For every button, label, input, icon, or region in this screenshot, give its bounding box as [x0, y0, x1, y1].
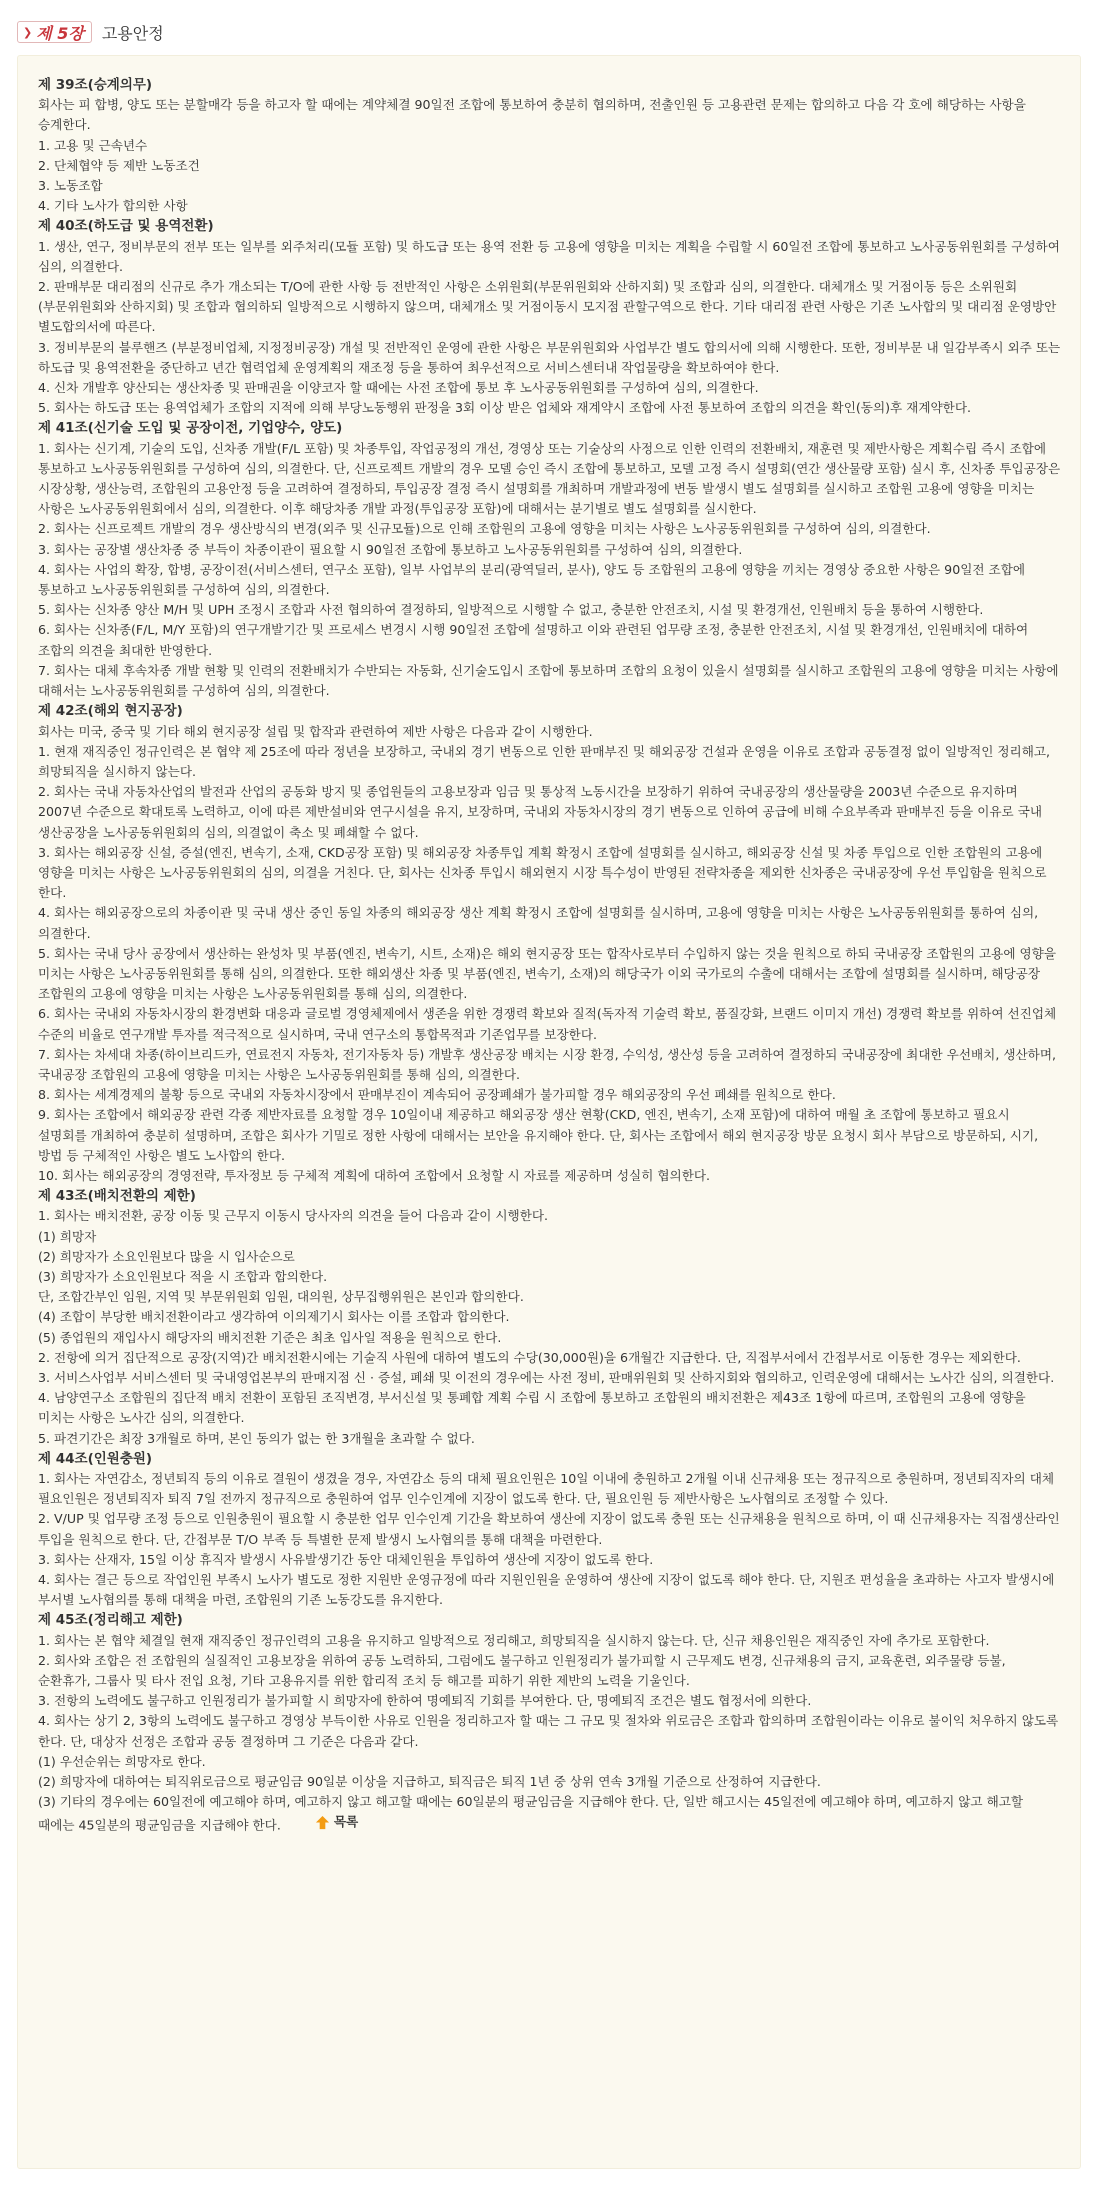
article-section	[38, 1610, 1062, 1836]
clause-text	[38, 1348, 1062, 1368]
clause-line: 4. 회사는 사업의 확장, 합병, 공장이전(서비스센터, 연구소 포함), 일부 사업부의 분리(광역딜러, 분사), 양도 등 조합원의 고용에 영향을 끼치는 경영상 중요한 사항은 90일전 조합에 통보하고 노사공동위원회를 구성하여 심의, 의결한다.	[38, 561, 1026, 598]
clause-text	[38, 1004, 1062, 1044]
clause-text	[38, 1711, 1062, 1751]
clause-line: 10. 회사는 해외공장의 경영전략, 투자정보 등 구체적 계획에 대하여 조합에서 요청할 시 자료를 제공하며 성실히 협의한다.	[38, 1167, 711, 1183]
clause-line: 1. 고용 및 근속년수	[38, 137, 148, 153]
clause-text	[38, 722, 1062, 742]
clause-line: 2. 판매부문 대리점의 신규로 추가 개소되는 T/O에 관한 사항 등 전반적인 사항은 소위원회(부문위원회와 산하지회) 및 조합과 심의, 의결한다. 대체개소 및 거점이동 등은 소위원회(부문위원회와 산하지회) 및 조합과 협의하되 일방적으로 시행하지 않으며, 대체개소 및 거점이동시 모지점 관할구역으로 한다. 기타 대리점 관련 사항은 기존 노사합의 및 대리점 운영방안 별도합의서에 따른다.	[38, 279, 1057, 335]
clause-text	[38, 398, 1062, 418]
clause-line: 3. 정비부문의 블루핸즈 (부분정비업체, 지정정비공장) 개설 및 전반적인 운영에 관한 사항은 부문위원회와 사업부간 별도 합의서에 의해 시행한다. 또한, 정비부문 내 일감부족시 외주 또는 하도급 및 용역전환을 중단하고 년간 협력업체 운영계획의 재조정 등을 통하여 최우선적으로 서비스센터내 작업물량을 확보하여야 한다.	[38, 339, 1061, 375]
clause-text	[38, 1509, 1062, 1549]
clause-text	[38, 1287, 1062, 1307]
clause-line: 2. 회사는 신프로젝트 개발의 경우 생산방식의 변경(외주 및 신규모듈)으로 인해 조합원의 고용에 영향을 미치는 사항은 노사공동위원회를 구성하여 심의, 의결한다.	[38, 521, 931, 537]
clause-line: 6. 회사는 국내외 자동차시장의 환경변화 대응과 글로벌 경영체제에서 생존을 위한 경쟁력 확보와 질적(독자적 기술력 확보, 품질강화, 브랜드 이미지 개선) 경쟁력 확보를 위하여 선진업체 수준의 비율로 연구개발 투자를 적극적으로 실시하며, 국내 연구소의 통합목적과 기존업무를 보장한다.	[38, 1006, 1057, 1042]
clause-line: 8. 회사는 세계경제의 불황 등으로 국내외 자동차시장에서 판매부진이 계속되어 공장폐쇄가 불가피할 경우 해외공장의 우선 폐쇄를 원칙으로 한다.	[38, 1087, 836, 1103]
clause-text	[38, 1550, 1062, 1570]
clause-line: 3. 노동조합	[38, 178, 103, 194]
clause-line: 4. 회사는 결근 등으로 작업인원 부족시 노사가 별도로 정한 지원반 운영규정에 따라 지원인원을 운영하여 생산에 지장이 없도록 해야 한다. 단, 지원조 편성율을 초과하는 사고자 발생시에 부서별 노사협의를 통해 대책을 마련, 조합원의 기존 노동강도를 유지한다.	[38, 1572, 1055, 1608]
clause-text	[38, 1206, 1062, 1226]
clause-line: 7. 회사는 대체 후속차종 개발 현황 및 인력의 전환배치가 수반되는 자동화, 신기술도입시 조합에 통보하며 조합의 요청이 있을시 설명회를 실시하고 조합원의 고용에 영향을 미치는 사항에 대해서는 노사공동위원회를 구성하여 심의, 의결한다.	[38, 662, 1059, 699]
clause-line: (4) 조합이 부당한 배치전환이라고 생각하여 이의제기시 회사는 이를 조합과 합의한다.	[38, 1309, 510, 1325]
clause-text	[38, 1631, 1062, 1651]
clause-line: (3) 희망자가 소요인원보다 적을 시 조합과 합의한다.	[38, 1268, 328, 1284]
clause-text	[38, 176, 1062, 196]
clause-text	[38, 742, 1062, 782]
clause-text	[38, 1792, 1062, 1836]
clause-line: 4. 남양연구소 조합원의 집단적 배치 전환이 포함된 조직변경, 부서신설 및 통폐합 계획 수립 시 조합에 통보하고 조합원의 배치전환은 제43조 1항에 따르며, 조합원의 고용에 영향을 미치는 사항은 노사간 심의, 의결한다.	[38, 1390, 1026, 1426]
clause-text	[38, 378, 1062, 398]
article-section	[38, 1186, 1062, 1449]
clause-text	[38, 1307, 1062, 1327]
clause-line: 4. 신차 개발후 양산되는 생산차종 및 판매권을 이양코자 할 때에는 사전 조합에 통보 후 노사공동위원회를 구성하여 심의, 의결한다.	[38, 380, 759, 396]
clause-line: 4. 기타 노사가 합의한 사항	[38, 198, 188, 214]
clause-text	[38, 661, 1062, 701]
article-title: 제 43조(배치전환의 제한)	[38, 1188, 196, 1205]
clause-text	[38, 1469, 1062, 1509]
clause-line: 3. 회사는 해외공장 신설, 증설(엔진, 변속기, 소재, CKD공장 포함) 및 해외공장 차종투입 계획 확정시 조합에 설명회를 실시하고, 해외공장 신설 및 차종 투입으로 인한 조합원의 고용에 영향을 미치는 사항은 노사공동위원회의 심의, 의결을 거친다. 단, 회사는 신차종 투입시 해외현지 시장 특수성이 반영된 전략차종을 제외한 신차종은 국내공장에 우선 투입함을 원칙으로 한다.	[38, 844, 1047, 901]
clause-line: 1. 회사는 자연감소, 정년퇴직 등의 이유로 결원이 생겼을 경우, 자연감소 등의 대체 필요인원은 10일 이내에 충원하고 2개월 이내 신규채용 또는 정규직으로 충원하며, 정년퇴직자의 대체 필요인원은 정년퇴직자 퇴직 7일 전까지 정규직으로 충원하여 업무 인수인계에 지장이 없도록 한다. 단, 필요인원 등 제반사항은 노사협의로 조정할 수 있다.	[38, 1471, 1055, 1507]
clause-text	[38, 1085, 1062, 1105]
clause-line: 5. 회사는 하도급 또는 용역업체가 조합의 지적에 의해 부당노동행위 판정을 3회 이상 받은 업체와 재계약시 조합에 사전 통보하여 조합의 의견을 확인(동의)후 재계약한다.	[38, 400, 972, 416]
clause-line: 1. 생산, 연구, 정비부문의 전부 또는 일부를 외주처리(모듈 포함) 및 하도급 또는 용역 전환 등 고용에 영향을 미치는 계획을 수립할 시 60일전 조합에 통보하고 노사공동위원회를 구성하여 심의, 의결한다.	[38, 238, 1060, 274]
clause-line: (2) 희망자에 대하여는 퇴직위로금으로 평균임금 90일분 이상을 지급하고, 퇴직금은 퇴직 1년 중 상위 연속 3개월 기준으로 산정하여 지급한다.	[38, 1774, 821, 1790]
clause-text	[38, 1328, 1062, 1348]
clause-line: 단, 조합간부인 임원, 지역 및 부문위원회 임원, 대의원, 상무집행위원은 본인과 합의한다.	[38, 1289, 524, 1305]
clause-text	[38, 1388, 1062, 1428]
clause-text	[38, 1429, 1062, 1449]
clause-text	[38, 1570, 1062, 1610]
clause-line: 3. 회사는 공장별 생산차종 중 부득이 차종이관이 필요할 시 90일전 조합에 통보하고 노사공동위원회를 구성하여 심의, 의결한다.	[38, 541, 743, 557]
up-arrow-icon	[315, 1815, 330, 1830]
clause-line: 1. 회사는 본 협약 체결일 현재 재직중인 정규인력의 고용을 유지하고 일방적으로 정리해고, 희망퇴직을 실시하지 않는다. 단, 신규 채용인원은 재직중인 자에 추가로 포함한다.	[38, 1632, 990, 1648]
clause-text	[38, 439, 1062, 520]
article-title: 제 44조(인원충원)	[38, 1450, 153, 1467]
clause-text	[38, 1368, 1062, 1388]
clause-text	[38, 843, 1062, 904]
clause-text	[38, 944, 1062, 1005]
clause-text	[38, 1105, 1062, 1166]
clause-text	[38, 782, 1062, 843]
clause-line: (2) 희망자가 소요인원보다 많을 시 입사순으로	[38, 1248, 295, 1264]
clause-line: 9. 회사는 조합에서 해외공장 관련 각종 제반자료를 요청할 경우 10일이내 제공하고 해외공장 생산 현황(CKD, 엔진, 변속기, 소재 포함)에 대하여 매월 초 조합에 통보하고 필요시 설명회를 개최하여 충분히 설명하며, 조합은 회사가 기밀로 정한 사항에 대해서는 보안을 유지해야 한다. 단, 회사는 조합에서 해외 현지공장 방문 요청시 회사 부담으로 방문하되, 시기, 방법 등 구체적인 사항은 별도 노사합의 한다.	[38, 1107, 1039, 1163]
clause-line: 1. 회사는 신기계, 기술의 도입, 신차종 개발(F/L 포함) 및 차종투입, 작업공정의 개선, 경영상 또는 기술상의 사정으로 인한 인력의 전환배치, 재훈련 및 제반사항은 계획수립 즉시 조합에 통보하고 노사공동위원회를 구성하여 심의, 의결한다. 단, 신프로젝트 개발의 경우 모델 승인 즉시 조합에 통보하고, 모델 고정 즉시 설명회(연간 생산물량 포함) 실시 후, 신차종 투입공장은 시장상황, 생산능력, 조합원의 고용안정 등을 고려하여 결정하되, 투입공장 결정 즉시 설명회를 개최하며 개발과정에 변동 발생시 별도 설명회를 실시하고 조합원 고용에 영향을 미치는 사항은 노사공동위원회에서 심의, 의결한다. 이후 해당차종 개발 과정(투입공장 포함)에 대해서는 분기별로 별도 설명회를 실시한다.	[38, 440, 1061, 517]
clause-line: 2. 회사와 조합은 전 조합원의 실질적인 고용보장을 위하여 공동 노력하되, 그럼에도 불구하고 인원정리가 불가피할 시 근무제도 변경, 신규채용의 금지, 교육훈련, 외주물량 등불, 순환휴가, 그룹사 및 타사 전입 요청, 기타 고용유지를 위한 합리적 조치 등 해고를 피하기 위한 제반의 노력을 기울인다.	[38, 1652, 1006, 1689]
clause-text	[38, 237, 1062, 277]
clause-text	[38, 338, 1062, 378]
clause-line: 3. 전항의 노력에도 불구하고 인원정리가 불가피할 시 희망자에 한하여 명예퇴직 기회를 부여한다. 단, 명예퇴직 조건은 별도 협정서에 의한다.	[38, 1693, 812, 1709]
clause-text	[38, 1247, 1062, 1267]
article-title: 제 42조(해외 현지공장)	[38, 703, 183, 720]
clause-line: (1) 희망자	[38, 1228, 97, 1244]
clause-text	[38, 1045, 1062, 1085]
clause-text	[38, 1267, 1062, 1287]
clause-line: 2. 전항에 의거 집단적으로 공장(지역)간 배치전환시에는 기술직 사원에 대하여 별도의 수당(30,000원)을 6개월간 지급한다. 단, 직접부서에서 간접부서로 이동한 경우는 제외한다.	[38, 1349, 1021, 1365]
clause-text	[38, 600, 1062, 620]
clause-line: 회사는 피 합병, 양도 또는 분할매각 등을 하고자 할 때에는 계약체결 90일전 조합에 통보하여 충분히 협의하며, 전출인원 등 고용관련 문제는 합의하고 다음 각 호에 해당하는 사항을 승계한다.	[38, 97, 1026, 133]
clause-text	[38, 620, 1062, 660]
clause-text	[38, 540, 1062, 560]
article-section	[38, 1449, 1062, 1611]
clause-text	[38, 156, 1062, 176]
article-section	[38, 75, 1062, 216]
clause-line: (1) 우선순위는 희망자로 한다.	[38, 1753, 206, 1769]
clause-line: (5) 종업원의 재입사시 해당자의 배치전환 기준은 최초 입사일 적용을 원칙으로 한다.	[38, 1329, 502, 1345]
clause-line: 4. 회사는 상기 2, 3항의 노력에도 불구하고 경영상 부득이한 사유로 인원을 정리하고자 할 때는 그 규모 및 절차와 위로금은 조합과 합의하며 조합원이라는 이유로 불이익 처우하지 않도록 한다. 단, 대상자 선정은 조합과 공동 결정하며 그 기준은 다음과 같다.	[38, 1713, 1059, 1749]
clause-line: 3. 서비스사업부 서비스센터 및 국내영업본부의 판매지점 신 · 증설, 폐쇄 및 이전의 경우에는 사전 정비, 판매위원회 및 산하지회와 협의하고, 인력운영에 대해서는 노사간 심의, 의결한다.	[38, 1370, 1055, 1385]
chapter-badge	[17, 21, 92, 43]
article-title: 제 40조(하도급 및 용역전환)	[38, 218, 214, 235]
article-title: 제 45조(정리해고 제한)	[38, 1612, 183, 1629]
clause-line: (3) 기타의 경우에는 60일전에 예고해야 하며, 예고하지 않고 해고할 때에는 60일분의 평균임금을 지급해야 한다. 단, 일반 해고시는 45일전에 예고해야 하며, 예고하지 않고 해고할 때에는 45일분의 평균임금을 지급해야 한다.	[38, 1794, 1024, 1834]
chapter-number: 제 5장	[36, 23, 84, 43]
clause-text	[38, 95, 1062, 135]
article-section	[38, 701, 1062, 1186]
article-title: 제 39조(승계의무)	[38, 77, 153, 93]
chapter-header	[17, 17, 164, 47]
clause-text	[38, 1691, 1062, 1711]
clause-line: 4. 회사는 해외공장으로의 차종이관 및 국내 생산 중인 동일 차종의 해외공장 생산 계획 확정시 조합에 설명회를 실시하며, 고용에 영향을 미치는 사항은 노사공동위원회를 통하여 심의, 의결한다.	[38, 905, 1039, 941]
clause-line: 7. 회사는 차세대 차종(하이브리드카, 연료전지 자동차, 전기자동차 등) 개발후 생산공장 배치는 시장 환경, 수익성, 생산성 등을 고려하여 결정하되 국내공장에 최대한 우선배치, 생산하며, 국내공장 조합원의 고용에 영향을 미치는 사항은 노사공동위원회를 통해 심의, 의결한다.	[38, 1046, 1057, 1082]
clause-line: 1. 현재 재직중인 정규인력은 본 협약 제 25조에 따라 정년을 보장하고, 국내외 경기 변동으로 인한 판매부진 및 해외공장 건설과 운영을 이유로 조합과 공동결정 없이 일방적인 정리해고, 희망퇴직을 실시하지 않는다.	[38, 743, 1051, 779]
clause-text	[38, 903, 1062, 943]
article-section	[38, 216, 1062, 418]
toc-link-label[interactable]: 목록	[333, 1814, 359, 1830]
clause-text	[38, 1752, 1062, 1772]
clause-text	[38, 560, 1062, 600]
clause-text	[38, 1651, 1062, 1691]
clause-line: 5. 회사는 국내 당사 공장에서 생산하는 완성차 및 부품(엔진, 변속기, 시트, 소재)은 해외 현지공장 또는 합작사로부터 수입하지 않는 것을 원칙으로 하되 국내공장 조합원의 고용에 영향을 미치는 사항은 노사공동위원회를 통해 심의, 의결한다. 또한 해외생산 차종 및 부품(엔진, 변속기, 소재)의 해당국가 이외 국가로의 수출에 대해서는 조합에 설명회를 실시하며, 해당공장 조합원의 고용에 영향을 미치는 사항은 노사공동위원회를 통해 심의, 의결한다.	[38, 945, 1057, 1002]
clause-text	[38, 1772, 1062, 1792]
clause-line: 2. 회사는 국내 자동차산업의 발전과 산업의 공동화 방지 및 종업원들의 고용보장과 임금 및 통상적 노동시간을 보장하기 위하여 국내공장의 생산물량을 2003년 수준으로 유지하며 2007년 수준으로 확대토록 노력하고, 이에 따른 제반설비와 연구시설을 유지, 보장하며, 국내외 자동차시장의 경기 변동으로 인하여 공급에 비해 수요부족과 판매부진 등을 이유로 국내 생산공장을 노사공동위원회의 심의, 의결없이 축소 및 폐쇄할 수 없다.	[38, 784, 1043, 840]
clause-line: 2. V/UP 및 업무량 조정 등으로 인원충원이 필요할 시 충분한 업무 인수인계 기간을 확보하여 생산에 지장이 없도록 충원 또는 신규채용을 원칙으로 하며, 이 때 신규채용자는 직접생산라인 투입을 원칙으로 한다. 단, 간접부문 T/O 부족 등 특별한 문제 발생시 노사협의를 통해 대책을 마련한다.	[38, 1511, 1060, 1547]
clause-line: 6. 회사는 신차종(F/L, M/Y 포함)의 연구개발기간 및 프로세스 변경시 시행 90일전 조합에 설명하고 이와 관련된 업무량 조정, 충분한 안전조치, 시설 및 환경개선, 인원배치에 대하여 조합의 의견을 최대한 반영한다.	[38, 622, 1029, 658]
clause-text	[38, 1166, 1062, 1186]
clause-text	[38, 277, 1062, 338]
clause-line: 5. 파견기간은 최장 3개월로 하며, 본인 동의가 없는 한 3개월을 초과할 수 없다.	[38, 1430, 475, 1446]
content-box	[17, 55, 1081, 2169]
chevron-right-icon: ❯	[23, 25, 33, 39]
clause-line: 3. 회사는 산재자, 15일 이상 휴직자 발생시 사유발생기간 동안 대체인원을 투입하여 생산에 지장이 없도록 한다.	[38, 1551, 654, 1567]
clause-line: 회사는 미국, 중국 및 기타 해외 현지공장 설립 및 합작과 관련하여 제반 사항은 다음과 같이 시행한다.	[38, 723, 593, 739]
clause-line: 1. 회사는 배치전환, 공장 이동 및 근무지 이동시 당사자의 의견을 들어 다음과 같이 시행한다.	[38, 1208, 549, 1224]
clause-text	[38, 136, 1062, 156]
clause-text	[38, 196, 1062, 216]
clause-text	[38, 1227, 1062, 1247]
article-title: 제 41조(신기술 도입 및 공장이전, 기업양수, 양도)	[38, 420, 343, 437]
article-section	[38, 418, 1062, 701]
clause-text	[38, 519, 1062, 539]
chapter-title: 고용안정	[101, 23, 164, 43]
toc-link[interactable]	[315, 1812, 358, 1832]
clause-line: 5. 회사는 신차종 양산 M/H 및 UPH 조정시 조합과 사전 협의하여 결정하되, 일방적으로 시행할 수 없고, 충분한 안전조치, 시설 및 환경개선, 인원배치 등을 통하여 시행한다.	[38, 602, 984, 618]
clause-line: 2. 단체협약 등 제반 노동조건	[38, 157, 200, 173]
